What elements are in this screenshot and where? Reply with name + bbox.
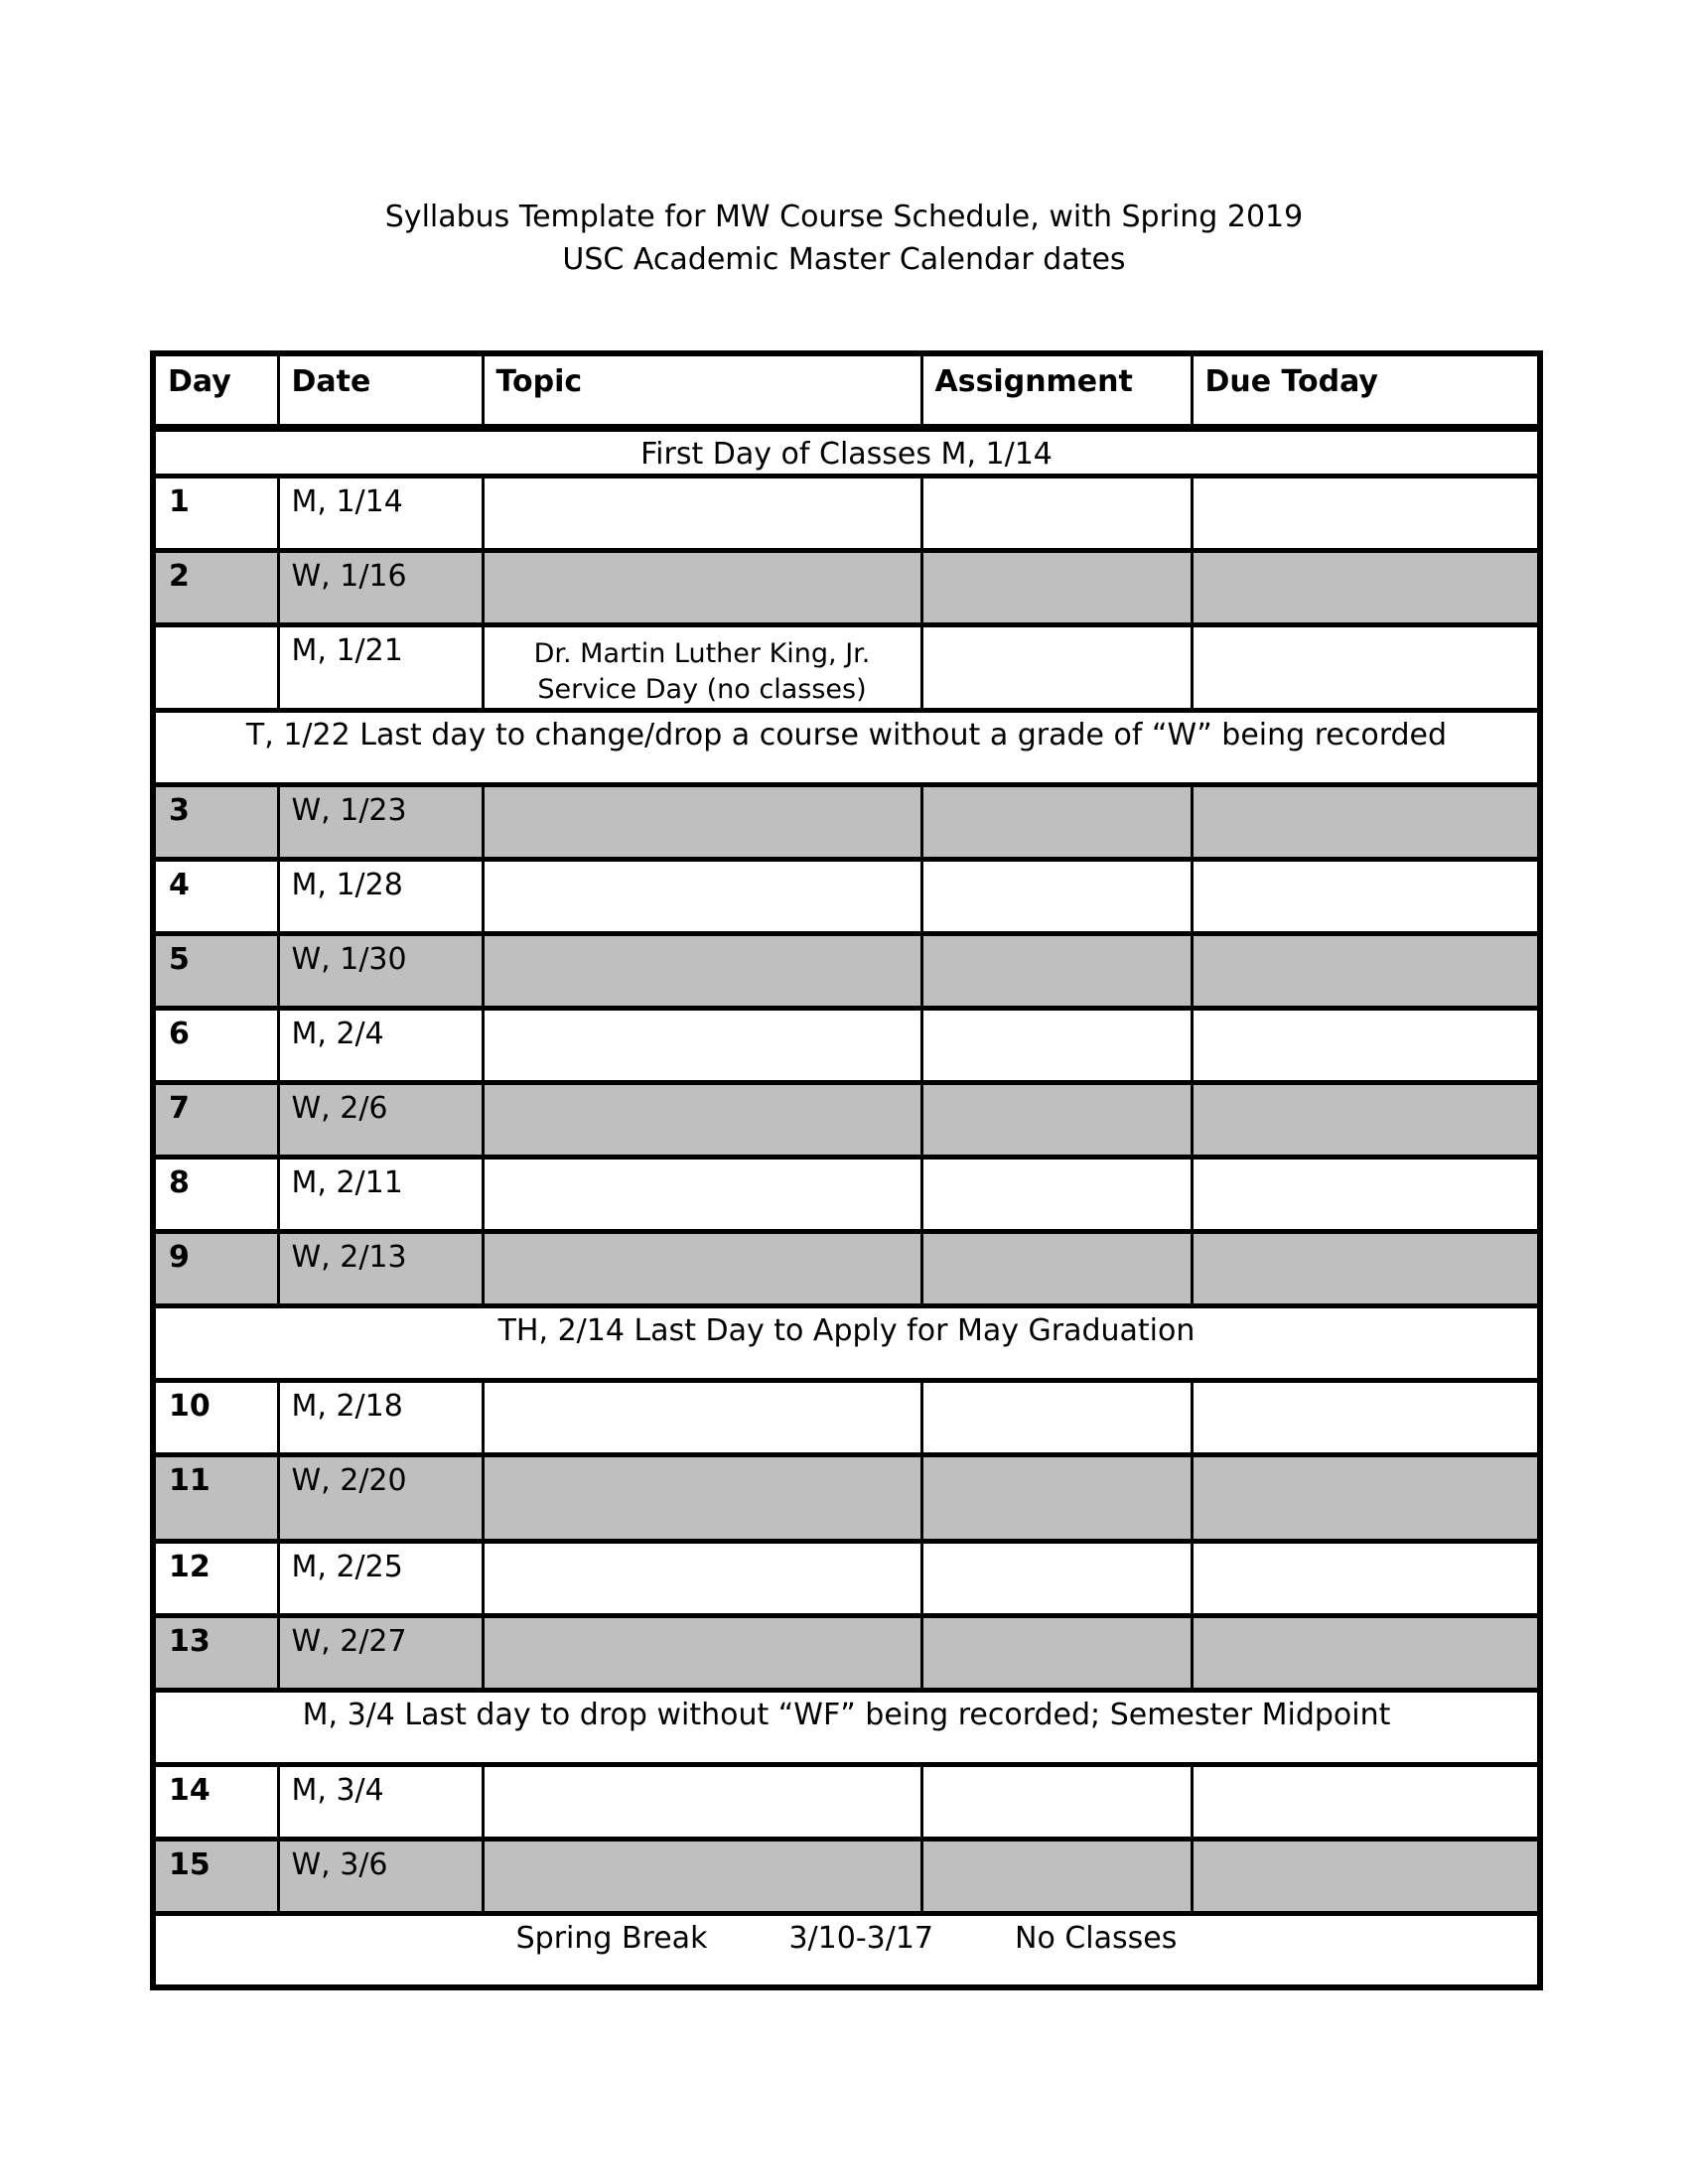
schedule-row — [153, 624, 1540, 710]
due-today-cell — [1192, 1380, 1540, 1454]
topic-cell — [483, 1454, 921, 1541]
topic-cell — [483, 1764, 921, 1839]
topic-line: Dr. Martin Luther King, Jr. — [533, 637, 871, 669]
date-cell: M, 2/11 — [278, 1157, 483, 1231]
day-cell: 2 — [153, 550, 278, 624]
date-cell: M, 3/4 — [278, 1764, 483, 1839]
section-note — [153, 1913, 1540, 1987]
section-row — [153, 710, 1540, 784]
section-note: M, 3/4 Last day to drop without “WF” being recorded; Semester Midpoint — [153, 1690, 1540, 1764]
assignment-cell — [921, 1231, 1192, 1305]
day-cell: 6 — [153, 1008, 278, 1082]
due-today-cell — [1192, 859, 1540, 933]
topic-cell — [483, 1231, 921, 1305]
assignment-cell — [921, 1615, 1192, 1690]
schedule-row — [153, 1157, 1540, 1231]
section-note: First Day of Classes M, 1/14 — [153, 428, 1540, 476]
assignment-cell — [921, 1839, 1192, 1913]
schedule-row — [153, 550, 1540, 624]
due-today-cell — [1192, 933, 1540, 1008]
assignment-cell — [921, 1082, 1192, 1157]
due-today-cell — [1192, 1541, 1540, 1615]
topic-cell — [483, 933, 921, 1008]
due-today-cell — [1192, 1157, 1540, 1231]
due-today-cell — [1192, 624, 1540, 710]
column-header-day: Day — [153, 353, 278, 428]
due-today-cell — [1192, 1231, 1540, 1305]
due-today-cell — [1192, 1008, 1540, 1082]
assignment-cell — [921, 1380, 1192, 1454]
schedule-row — [153, 1541, 1540, 1615]
schedule-row — [153, 1839, 1540, 1913]
date-cell: M, 2/18 — [278, 1380, 483, 1454]
date-cell: M, 2/25 — [278, 1541, 483, 1615]
section-row — [153, 1305, 1540, 1380]
assignment-cell — [921, 933, 1192, 1008]
date-cell: M, 1/28 — [278, 859, 483, 933]
schedule-row — [153, 476, 1540, 550]
day-cell: 9 — [153, 1231, 278, 1305]
day-cell: 8 — [153, 1157, 278, 1231]
schedule-row — [153, 1231, 1540, 1305]
assignment-cell — [921, 1157, 1192, 1231]
due-today-cell — [1192, 784, 1540, 859]
date-cell: M, 1/21 — [278, 624, 483, 710]
schedule-body — [153, 428, 1540, 1987]
column-header-topic: Topic — [483, 353, 921, 428]
schedule-row — [153, 1454, 1540, 1541]
day-cell: 11 — [153, 1454, 278, 1541]
topic-cell — [483, 1082, 921, 1157]
schedule-row — [153, 1008, 1540, 1082]
day-cell: 15 — [153, 1839, 278, 1913]
assignment-cell — [921, 784, 1192, 859]
date-cell: W, 2/20 — [278, 1454, 483, 1541]
topic-cell — [483, 1615, 921, 1690]
day-cell: 13 — [153, 1615, 278, 1690]
date-cell: W, 1/16 — [278, 550, 483, 624]
assignment-cell — [921, 476, 1192, 550]
document-title — [0, 196, 1688, 281]
column-header-date: Date — [278, 353, 483, 428]
due-today-cell — [1192, 1615, 1540, 1690]
date-cell: W, 3/6 — [278, 1839, 483, 1913]
title-line-2: USC Academic Master Calendar dates — [562, 242, 1126, 277]
assignment-cell — [921, 1008, 1192, 1082]
date-cell: W, 1/30 — [278, 933, 483, 1008]
due-today-cell — [1192, 1082, 1540, 1157]
topic-cell — [483, 859, 921, 933]
assignment-cell — [921, 550, 1192, 624]
column-header-due-today: Due Today — [1192, 353, 1540, 428]
topic-cell — [483, 550, 921, 624]
section-row — [153, 1913, 1540, 1987]
assignment-cell — [921, 1764, 1192, 1839]
topic-cell — [483, 1541, 921, 1615]
due-today-cell — [1192, 1764, 1540, 1839]
day-cell: 12 — [153, 1541, 278, 1615]
header-row — [153, 353, 1540, 428]
topic-cell — [483, 1839, 921, 1913]
day-cell: 10 — [153, 1380, 278, 1454]
assignment-cell — [921, 1541, 1192, 1615]
schedule-row — [153, 933, 1540, 1008]
schedule-row — [153, 1615, 1540, 1690]
schedule-row — [153, 1380, 1540, 1454]
section-note: TH, 2/14 Last Day to Apply for May Graduation — [153, 1305, 1540, 1380]
topic-cell — [483, 1380, 921, 1454]
topic-cell — [483, 476, 921, 550]
due-today-cell — [1192, 550, 1540, 624]
day-cell: 7 — [153, 1082, 278, 1157]
day-cell: 5 — [153, 933, 278, 1008]
day-cell: 14 — [153, 1764, 278, 1839]
topic-cell — [483, 1157, 921, 1231]
day-cell: 3 — [153, 784, 278, 859]
assignment-cell — [921, 859, 1192, 933]
date-cell: W, 2/13 — [278, 1231, 483, 1305]
assignment-cell — [921, 1454, 1192, 1541]
schedule-row — [153, 784, 1540, 859]
topic-cell — [483, 784, 921, 859]
section-row — [153, 428, 1540, 476]
section-row — [153, 1690, 1540, 1764]
topic-line: Service Day (no classes) — [537, 673, 867, 705]
schedule-row — [153, 859, 1540, 933]
section-note-part: Spring Break — [515, 1920, 708, 1956]
section-note-part: No Classes — [1015, 1920, 1178, 1956]
day-cell: 1 — [153, 476, 278, 550]
schedule-table — [150, 350, 1543, 1990]
date-cell: M, 1/14 — [278, 476, 483, 550]
due-today-cell — [1192, 476, 1540, 550]
section-note: T, 1/22 Last day to change/drop a course without a grade of “W” being recorded — [153, 710, 1540, 784]
date-cell: W, 1/23 — [278, 784, 483, 859]
schedule-row — [153, 1082, 1540, 1157]
topic-cell — [483, 1008, 921, 1082]
topic-cell — [483, 624, 921, 710]
title-line-1: Syllabus Template for MW Course Schedule, with Spring 2019 — [384, 200, 1304, 234]
due-today-cell — [1192, 1454, 1540, 1541]
section-note-parts — [156, 1921, 1537, 1956]
date-cell: M, 2/4 — [278, 1008, 483, 1082]
due-today-cell — [1192, 1839, 1540, 1913]
date-cell: W, 2/6 — [278, 1082, 483, 1157]
assignment-cell — [921, 624, 1192, 710]
schedule-row — [153, 1764, 1540, 1839]
date-cell: W, 2/27 — [278, 1615, 483, 1690]
day-cell: 4 — [153, 859, 278, 933]
section-note-part: 3/10-3/17 — [788, 1920, 934, 1956]
column-header-assignment: Assignment — [921, 353, 1192, 428]
day-cell — [153, 624, 278, 710]
